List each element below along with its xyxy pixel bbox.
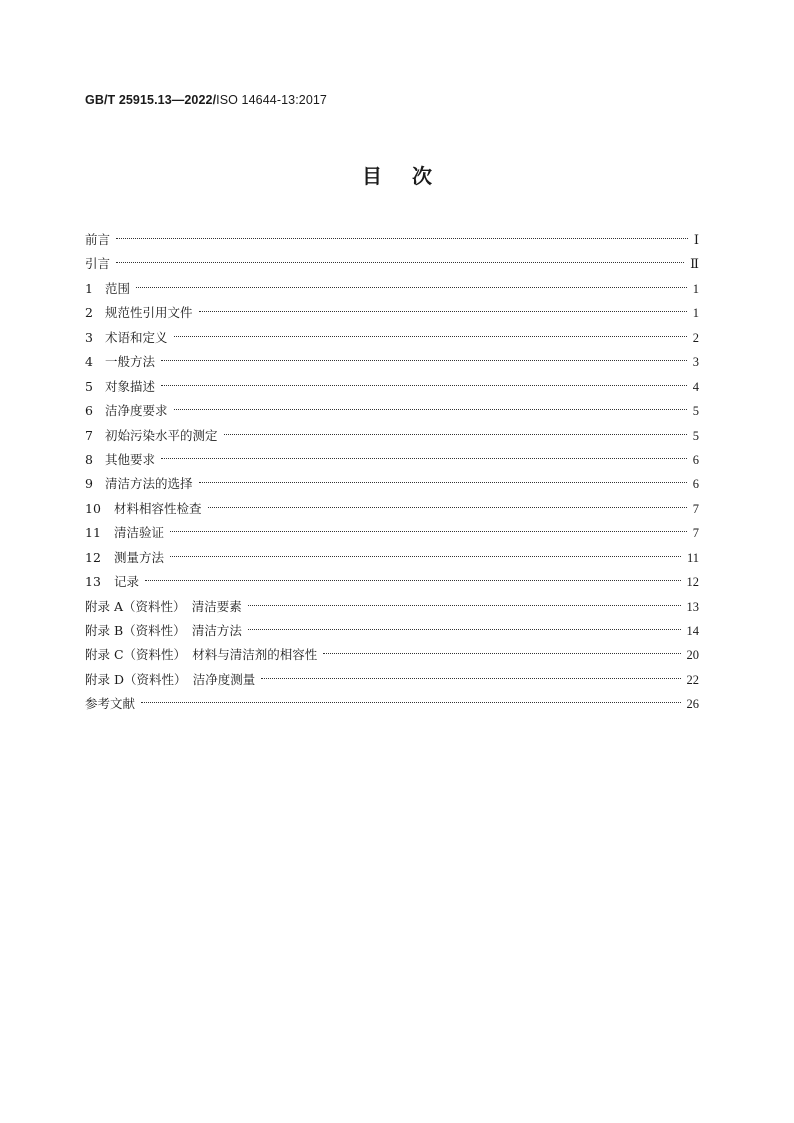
toc-entry[interactable] — [85, 326, 699, 350]
toc-entry-title: 引言 — [85, 256, 111, 272]
toc-page-number: Ⅱ — [690, 256, 699, 272]
toc-dot-leader — [116, 262, 684, 263]
toc-entry-label — [85, 546, 164, 570]
toc-page-number: 1 — [692, 306, 699, 321]
toc-entry-number: 6 — [85, 403, 93, 419]
toc-dot-leader — [323, 653, 680, 654]
toc-entry-number: 3 — [85, 329, 93, 345]
toc-entry-title: 洁净度要求 — [105, 403, 168, 419]
toc-entry-title: 规范性引用文件 — [105, 305, 193, 321]
toc-page-number: 26 — [686, 697, 699, 712]
toc-dot-leader — [174, 409, 687, 410]
toc-entry-number: 8 — [85, 451, 93, 467]
toc-entry[interactable] — [85, 668, 699, 692]
toc-entry-number: 2 — [85, 305, 93, 321]
toc-dot-leader — [145, 580, 680, 581]
toc-entry-title: 测量方法 — [114, 549, 165, 565]
page-title-part2: 次 — [412, 164, 432, 188]
toc-entry-number: 7 — [85, 427, 93, 443]
toc-entry-label — [85, 326, 168, 350]
toc-entry[interactable] — [85, 521, 699, 545]
toc-entry-label — [85, 595, 242, 619]
toc-entry-number: 9 — [85, 476, 93, 492]
toc-page-number: 3 — [692, 355, 699, 370]
toc-entry[interactable] — [85, 643, 699, 667]
toc-page-number: 11 — [686, 550, 699, 565]
toc-dot-leader — [261, 678, 680, 679]
toc-page-number: 5 — [692, 404, 699, 419]
toc-dot-leader — [116, 238, 688, 239]
toc-entry-title: 初始污染水平的测定 — [105, 427, 218, 443]
toc-entry[interactable] — [85, 472, 699, 496]
toc-entry-label — [85, 252, 110, 276]
page-title — [0, 160, 794, 189]
standard-number: GB/T 25915.13—2022/ — [85, 93, 217, 107]
toc-dot-leader — [170, 531, 687, 532]
toc-entry[interactable] — [85, 619, 699, 643]
toc-entry-title: 附录 C（资料性） 材料与清洁剂的相容性 — [85, 647, 318, 663]
toc-entry-number: 5 — [85, 378, 93, 394]
toc-page-number: Ⅰ — [693, 232, 699, 247]
toc-entry[interactable] — [85, 375, 699, 399]
toc-entry-title: 一般方法 — [105, 354, 156, 370]
toc-entry[interactable] — [85, 595, 699, 619]
toc-entry[interactable] — [85, 448, 699, 472]
iso-number: ISO 14644-13:2017 — [216, 93, 327, 107]
toc-page-number: 1 — [692, 281, 699, 296]
toc-entry-label — [85, 350, 155, 374]
toc-dot-leader — [161, 458, 687, 459]
toc-dot-leader — [248, 605, 681, 606]
toc-dot-leader — [224, 434, 687, 435]
toc-entry-title: 记录 — [114, 574, 140, 590]
toc-entry[interactable] — [85, 350, 699, 374]
toc-dot-leader — [161, 385, 687, 386]
toc-dot-leader — [141, 702, 680, 703]
toc-entry-label — [85, 375, 155, 399]
toc-entry-title: 前言 — [85, 232, 111, 247]
toc-entry-title: 术语和定义 — [105, 329, 168, 345]
toc-entry-label — [85, 424, 218, 448]
toc-entry-number: 1 — [85, 280, 93, 296]
toc-entry-label — [85, 570, 139, 594]
standard-header — [85, 93, 327, 107]
toc-entry[interactable] — [85, 399, 699, 423]
toc-entry-title: 参考文献 — [85, 696, 136, 712]
toc-dot-leader — [199, 482, 687, 483]
toc-page-number: 2 — [692, 330, 699, 345]
toc-entry[interactable] — [85, 252, 699, 276]
toc-entry-label — [85, 619, 242, 643]
toc-dot-leader — [199, 311, 687, 312]
toc-entry[interactable] — [85, 424, 699, 448]
toc-dot-leader — [248, 629, 681, 630]
toc-entry-label — [85, 668, 255, 692]
toc-entry-label — [85, 472, 193, 496]
toc-dot-leader — [161, 360, 687, 361]
toc-dot-leader — [174, 336, 687, 337]
toc-page-number: 4 — [692, 379, 699, 394]
toc-page-number: 14 — [686, 624, 699, 638]
toc-entry-label — [85, 277, 130, 301]
toc-page-number: 7 — [692, 526, 699, 541]
toc-entry-label — [85, 521, 164, 545]
toc-entry-number: 13 — [85, 574, 101, 590]
toc-page-number: 6 — [692, 452, 699, 467]
toc-entry-label — [85, 643, 317, 667]
toc-entry-label — [85, 399, 168, 423]
toc-entry[interactable] — [85, 546, 699, 570]
toc-page-number: 20 — [686, 648, 699, 663]
toc-entry[interactable] — [85, 301, 699, 325]
table-of-contents — [85, 228, 699, 717]
toc-dot-leader — [136, 287, 687, 288]
toc-entry[interactable] — [85, 277, 699, 301]
toc-entry-title: 其他要求 — [105, 451, 156, 467]
toc-entry-label — [85, 448, 155, 472]
toc-page-number: 13 — [686, 599, 699, 614]
toc-entry[interactable] — [85, 228, 699, 252]
toc-entry-number: 11 — [85, 525, 101, 541]
toc-page-number: 7 — [692, 501, 699, 516]
toc-entry-number: 10 — [85, 500, 101, 516]
toc-entry-title: 附录 D（资料性） 洁净度测量 — [85, 671, 256, 687]
toc-entry-label — [85, 497, 202, 521]
toc-entry-number: 12 — [85, 549, 101, 565]
toc-page-number: 5 — [692, 428, 699, 443]
toc-page-number: 12 — [686, 575, 699, 590]
toc-entry[interactable] — [85, 570, 699, 594]
toc-dot-leader — [208, 507, 687, 508]
toc-page-number: 22 — [686, 672, 699, 687]
toc-entry-title: 附录 A（资料性） 清洁要素 — [85, 598, 242, 614]
toc-entry[interactable] — [85, 497, 699, 521]
toc-entry-title: 附录 B（资料性） 清洁方法 — [85, 623, 242, 638]
toc-entry-label — [85, 301, 193, 325]
toc-entry-label — [85, 228, 110, 252]
toc-entry-label — [85, 692, 135, 716]
toc-entry-title: 清洁验证 — [114, 525, 165, 541]
toc-entry-title: 范围 — [105, 280, 131, 296]
page-title-part1: 目 — [362, 164, 382, 188]
toc-entry-number: 4 — [85, 354, 93, 370]
toc-page-number: 6 — [692, 477, 699, 492]
toc-entry-title: 对象描述 — [105, 378, 156, 394]
toc-entry-title: 材料相容性检查 — [114, 500, 202, 516]
toc-entry-title: 清洁方法的选择 — [105, 476, 193, 492]
toc-entry[interactable] — [85, 692, 699, 716]
toc-dot-leader — [170, 556, 681, 557]
